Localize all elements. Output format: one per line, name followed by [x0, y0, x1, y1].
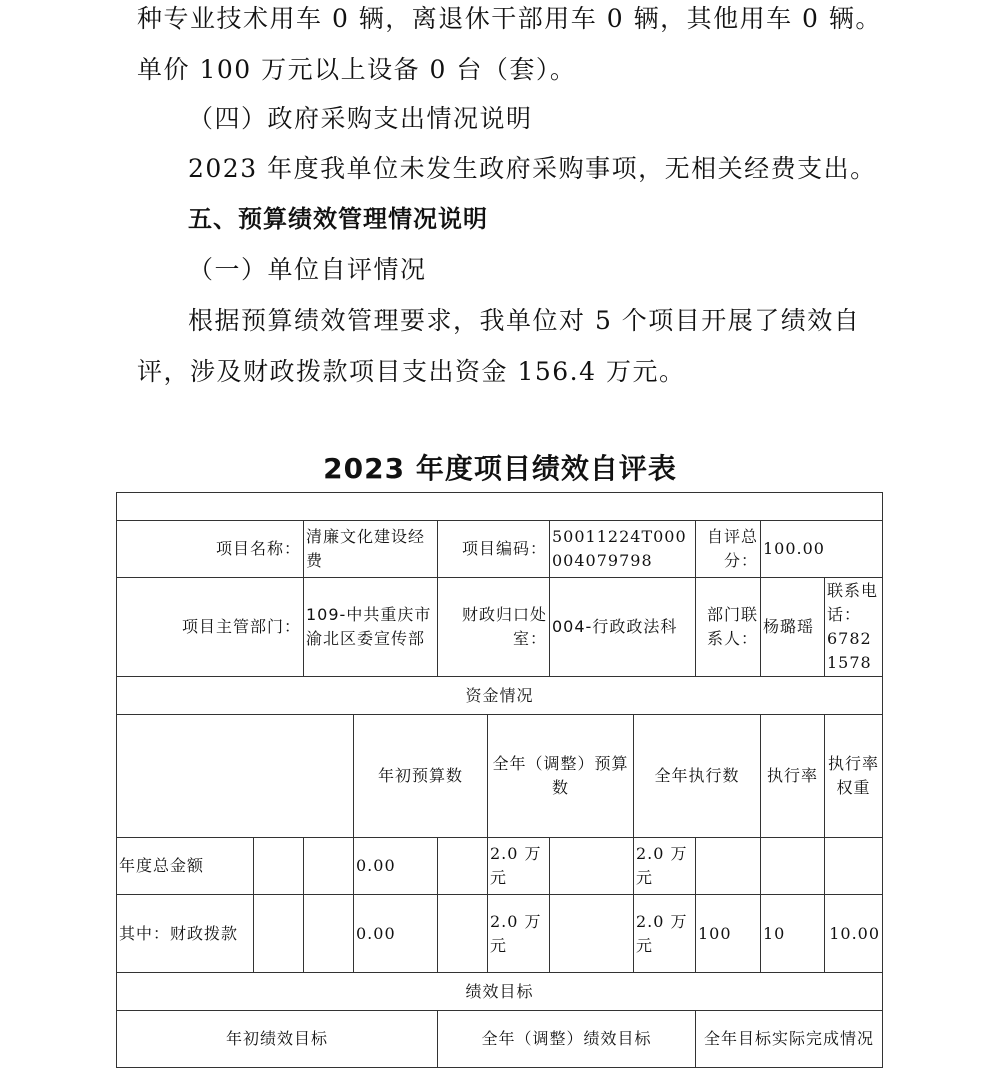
blank-cell: [438, 895, 488, 973]
initial-goal-header: 年初绩效目标: [117, 1011, 438, 1068]
perf-section-header: 绩效目标: [117, 973, 883, 1011]
blank-cell: [117, 493, 883, 521]
table-row: [117, 838, 883, 895]
fiscal-initial-value: 0.00: [354, 895, 438, 973]
blank-cell: [550, 838, 634, 895]
table-title: 2023 年度项目绩效自评表: [323, 452, 677, 485]
heading-procurement: （四）政府采购支出情况说明: [188, 104, 533, 133]
finance-office-label: 财政归口处室：: [438, 578, 550, 677]
table-row: [117, 521, 883, 578]
funds-section-header: 资金情况: [117, 677, 883, 715]
completion-header: 全年目标实际完成情况: [696, 1011, 883, 1068]
table-row: [117, 973, 883, 1011]
total-executed-value: 2.0 万元: [634, 838, 696, 895]
fiscal-score-value: 10.00: [825, 895, 883, 973]
blank-cell: [304, 838, 354, 895]
paragraph-self-eval-line2: 评，涉及财政拨款项目支出资金 156.4 万元。: [137, 357, 686, 386]
project-name-label: 项目名称：: [117, 521, 304, 578]
blank-cell: [696, 838, 761, 895]
blank-cell: [254, 895, 304, 973]
table-header-row: [117, 715, 883, 838]
finance-office-value: 004-行政政法科: [550, 578, 696, 677]
table-row: [117, 895, 883, 973]
project-code-value: 50011224T000004079798: [550, 521, 696, 578]
total-initial-value: 0.00: [354, 838, 438, 895]
paragraph-vehicles: 种专业技术用车 0 辆，离退休干部用车 0 辆，其他用车 0 辆。: [137, 4, 882, 33]
heading-performance: 五、预算绩效管理情况说明: [188, 205, 488, 233]
adjusted-budget-header: 全年（调整）预算数: [488, 715, 634, 838]
initial-budget-header: 年初预算数: [354, 715, 488, 838]
fiscal-exec-rate-value: 100: [696, 895, 761, 973]
fiscal-executed-value: 2.0 万元: [634, 895, 696, 973]
paragraph-self-eval-line1: 根据预算绩效管理要求，我单位对 5 个项目开展了绩效自: [188, 306, 861, 335]
blank-cell: [304, 895, 354, 973]
phone-value: [825, 578, 883, 677]
total-adjusted-value: 2.0 万元: [488, 838, 550, 895]
blank-cell: [825, 838, 883, 895]
phone-label: 联系电话：: [827, 581, 879, 624]
department-value: 109-中共重庆市渝北区委宣传部: [304, 578, 438, 677]
fiscal-funding-label: 其中：财政拨款: [117, 895, 254, 973]
phone-number: 67821578: [827, 629, 872, 672]
table-row: [117, 578, 883, 677]
paragraph-procurement: 2023 年度我单位未发生政府采购事项，无相关经费支出。: [188, 154, 877, 183]
self-score-label: 自评总分：: [696, 521, 761, 578]
adjusted-goal-header: 全年（调整）绩效目标: [438, 1011, 696, 1068]
fiscal-adjusted-value: 2.0 万元: [488, 895, 550, 973]
table-spacer-row: [117, 493, 883, 521]
exec-rate-header: 执行率: [761, 715, 825, 838]
self-score-value: 100.00: [761, 521, 883, 578]
heading-self-evaluation: （一）单位自评情况: [188, 255, 427, 284]
fiscal-weight-value: 10: [761, 895, 825, 973]
project-name-value: 清廉文化建设经费: [304, 521, 438, 578]
table-row: [117, 677, 883, 715]
blank-cell: [254, 838, 304, 895]
project-code-label: 项目编码：: [438, 521, 550, 578]
total-amount-label: 年度总金额: [117, 838, 254, 895]
contact-person-label: 部门联系人：: [696, 578, 761, 677]
performance-table: [116, 492, 883, 1068]
table-header-row: [117, 1011, 883, 1068]
blank-cell: [117, 715, 354, 838]
blank-cell: [761, 838, 825, 895]
blank-cell: [438, 838, 488, 895]
executed-header: 全年执行数: [634, 715, 761, 838]
department-label: 项目主管部门：: [117, 578, 304, 677]
paragraph-equipment: 单价 100 万元以上设备 0 台（套）。: [137, 55, 577, 84]
contact-person-value: 杨璐瑶: [761, 578, 825, 677]
blank-cell: [550, 895, 634, 973]
rate-weight-header: 执行率权重: [825, 715, 883, 838]
